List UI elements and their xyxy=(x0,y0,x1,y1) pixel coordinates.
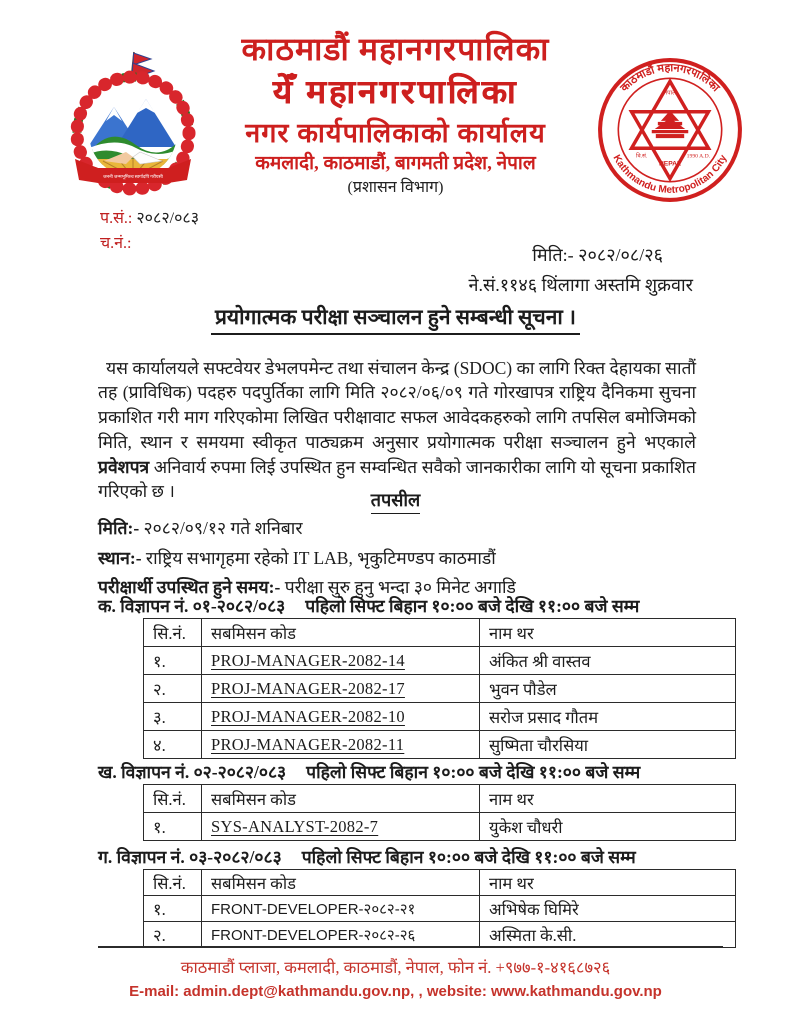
notice-subject-title: प्रयोगात्मक परीक्षा सञ्चालन हुने सम्बन्धी सूचना । xyxy=(211,303,580,335)
office-address: कमलादी, काठमाडौं, बागमती प्रदेश, नेपाल xyxy=(255,153,536,175)
table-row xyxy=(144,647,736,675)
org-name-devanagari: काठमाडौं महानगरपालिका xyxy=(241,31,550,67)
submission-code-cell: PROJ-MANAGER-2082-17 xyxy=(202,675,480,703)
subject-row xyxy=(0,303,791,335)
column-header-name: नाम थर xyxy=(480,870,736,896)
candidate-name-cell: अभिषेक घिमिरे xyxy=(480,896,736,922)
submission-code-cell: PROJ-MANAGER-2082-10 xyxy=(202,703,480,731)
table-header-row xyxy=(144,619,736,647)
column-header-serial: सि.नं. xyxy=(144,870,202,896)
seal-bottom-arc-text: Kathmandu Metropolitan City xyxy=(610,153,730,196)
section-kha-heading xyxy=(98,760,640,784)
section-ga-table xyxy=(143,869,736,948)
exam-reporting-time-value: परीक्षा सुरु हुनु भन्दा ३० मिनेट अगाडि xyxy=(280,577,516,597)
org-name-ranjana-script: येँ महानगरपालिका xyxy=(272,74,519,111)
serial-cell: ३. xyxy=(144,703,202,731)
footer-email-website: E-mail: admin.dept@kathmandu.gov.np, , website: www.kathmandu.gov.np xyxy=(129,983,662,1000)
notice-body-paragraph xyxy=(98,356,696,505)
footer-address-phone: काठमाडौं प्लाजा, कमलादी, काठमाडौं, नेपाल, फोन नं. +९७७-१-४१६८७२६ xyxy=(180,958,611,977)
seal-nepal-devanagari-label: नेपाल xyxy=(663,90,677,97)
section-ga-heading xyxy=(98,845,636,869)
section-kha-shift-time: पहिलो सिफ्ट बिहान १०:०० बजे देखि ११:०० बजे सम्म xyxy=(306,762,641,782)
seal-ad-year-label: 1990 A.D. xyxy=(686,153,711,160)
table-row xyxy=(144,813,736,841)
section-ga-shift-time: पहिलो सिफ्ट बिहान १०:०० बजे देखि ११:०० बजे सम्म xyxy=(301,847,636,867)
candidate-name-cell: अस्मिता के.सी. xyxy=(480,922,736,948)
footer xyxy=(0,956,791,1004)
submission-code-cell: FRONT-DEVELOPER-२०८२-२१ xyxy=(202,896,480,922)
candidate-name-cell: सुष्मिता चौरसिया xyxy=(480,731,736,759)
table-row xyxy=(144,896,736,922)
candidate-name-cell: युकेश चौधरी xyxy=(480,813,736,841)
body-text-1: यस कार्यालयले सफ्टवेयर डेभलपमेन्ट तथा संचालन केन्द्र (SDOC) का लागि रिक्त देहायका सातौं तह (प्राविधिक) पदहरु पदपुर्तिका लागि मिति २०८२/०६/०९ गते गोरखापत्र राष्ट्रिय दैनिकमा सुचना प्रकाशित गरी माग गरिएकोमा लिखित परीक्षावाट सफल आवेदकहरुको लागि तपसिल बमोजिमको मिति, स्थान र समयमा स्वीकृत पाठ्यक्रम अनुसार प्रयोगात्मक परीक्षा सञ्चालन हुने भएकाले xyxy=(98,357,696,452)
column-header-submission-code: सबमिसन कोड xyxy=(202,785,480,813)
exam-details xyxy=(98,514,516,603)
candidate-name-cell: सरोज प्रसाद गौतम xyxy=(480,703,736,731)
column-header-submission-code: सबमिसन कोड xyxy=(202,619,480,647)
table-header-row xyxy=(144,785,736,813)
section-ka-heading xyxy=(98,594,639,618)
table-row xyxy=(144,731,736,759)
column-header-submission-code: सबमिसन कोड xyxy=(202,870,480,896)
division-name: (प्रशासन विभाग) xyxy=(347,179,444,197)
exam-venue-line xyxy=(98,544,516,574)
section-kha-table xyxy=(143,784,736,841)
column-header-name: नाम थर xyxy=(480,619,736,647)
section-ka-advert-number: क. विज्ञापन नं. ०१-२०८२/०८३ xyxy=(98,596,286,616)
exam-date-label: मिति:- xyxy=(98,518,140,538)
seal-temple-icon xyxy=(652,111,688,138)
date-block xyxy=(469,240,693,300)
exam-reporting-time-label: परीक्षार्थी उपस्थित हुने समय:- xyxy=(98,577,281,597)
patra-sankhya-line xyxy=(100,206,199,231)
column-header-serial: सि.नं. xyxy=(144,785,202,813)
body-text-2: अनिवार्य रुपमा लिई उपस्थित हुन सम्वन्धित सवैको जानकारीका लागि यो सूचना प्रकाशित गरिएको छ । xyxy=(98,456,696,502)
candidate-name-cell: अंकित श्री वास्तव xyxy=(480,647,736,675)
issue-date: मिति:- २०८२/०८/२६ xyxy=(532,245,663,265)
tapsil-heading: तपसील xyxy=(371,488,421,514)
exam-venue-value: राष्ट्रिय सभागृहमा रहेको IT LAB, भृकुटिमण्डप काठमाडौं xyxy=(141,547,496,568)
patra-sankhya-value: २०८२/०८३ xyxy=(136,210,200,227)
submission-code-cell: PROJ-MANAGER-2082-14 xyxy=(202,647,480,675)
emblem-motto-text: जननी जन्मभूमिश्च स्वर्गादपि गरीयसी xyxy=(103,174,163,179)
footer-divider-line xyxy=(98,946,723,948)
section-ga-advert-number: ग. विज्ञापन नं. ०३-२०८२/०८३ xyxy=(98,847,282,867)
reference-block xyxy=(100,206,199,256)
seal-country-label: NEPAL xyxy=(658,160,682,168)
patra-sankhya-label: प.सं.: xyxy=(100,210,133,227)
section-ka-table xyxy=(143,618,736,759)
exam-date-value: २०८२/०९/१२ गते शनिबार xyxy=(139,518,303,538)
table-row xyxy=(144,703,736,731)
chalani-number-line xyxy=(100,231,199,256)
nepal-sambat-date: ने.सं.११४६ थिंलागा अस्तमि शुक्रवार xyxy=(468,275,693,295)
column-header-name: नाम थर xyxy=(480,785,736,813)
serial-cell: २. xyxy=(144,922,202,948)
table-row xyxy=(144,675,736,703)
section-ka-shift-time: पहिलो सिफ्ट बिहान १०:०० बजे देखि ११:०० बजे सम्म xyxy=(305,596,640,616)
submission-code-cell: SYS-ANALYST-2082-7 xyxy=(202,813,480,841)
table-header-row xyxy=(144,870,736,896)
flag-upper-pennant xyxy=(133,53,151,65)
chalani-number-label: च.नं.: xyxy=(100,235,132,252)
serial-cell: १. xyxy=(144,896,202,922)
serial-cell: १. xyxy=(144,647,202,675)
candidate-name-cell: भुवन पौडेल xyxy=(480,675,736,703)
body-text-bold-admitcard: प्रवेशपत्र xyxy=(98,456,150,477)
section-kha-advert-number: ख. विज्ञापन नं. ०२-२०८२/०८३ xyxy=(98,762,287,782)
letterhead xyxy=(150,32,641,197)
office-name: नगर कार्यपालिकाको कार्यालय xyxy=(245,117,546,148)
tapsil-row xyxy=(0,488,791,514)
submission-code-cell: PROJ-MANAGER-2082-11 xyxy=(202,731,480,759)
serial-cell: २. xyxy=(144,675,202,703)
submission-code-cell: FRONT-DEVELOPER-२०८२-२६ xyxy=(202,922,480,948)
column-header-serial: सि.नं. xyxy=(144,619,202,647)
serial-cell: १. xyxy=(144,813,202,841)
seal-top-arc-text: काठमाडौं महानगरपालिका xyxy=(618,62,722,95)
table-row xyxy=(144,922,736,948)
serial-cell: ४. xyxy=(144,731,202,759)
exam-date-line xyxy=(98,514,516,544)
seal-bs-year-label: वि.सं. xyxy=(635,153,648,160)
exam-venue-label: स्थान:- xyxy=(98,547,142,568)
